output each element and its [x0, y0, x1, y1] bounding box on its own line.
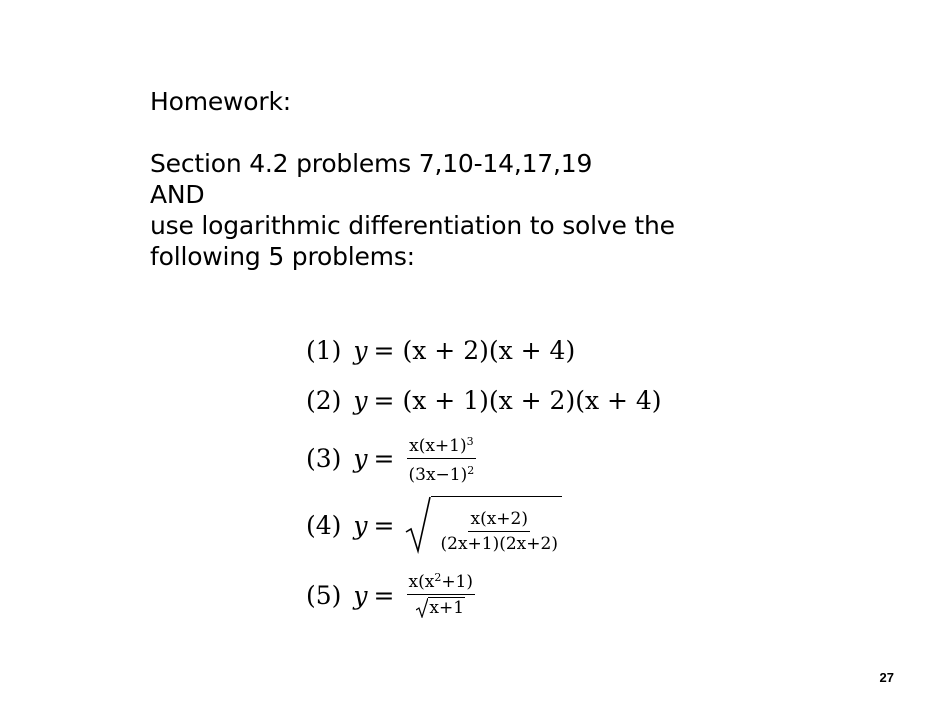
problem-1-lhs: y [353, 336, 368, 365]
instruction-line: use logarithmic differentiation to solve the [150, 211, 675, 240]
page-number: 27 [879, 670, 894, 685]
problem-4-equals: = [373, 510, 395, 540]
problem-1-rhs: (x + 2)(x + 4) [402, 336, 576, 365]
problem-5-radical [416, 597, 465, 618]
problem-3-numer-base: x(x+1) [409, 436, 467, 456]
problem-4-denominator: (2x+1)(2x+2) [440, 534, 558, 554]
problem-5-numer-exponent: 2 [434, 571, 442, 584]
problem-4-numerator: x(x+2) [468, 509, 530, 532]
problem-3-denom-base: (3x−1) [408, 465, 468, 485]
square-root-icon [416, 598, 428, 618]
problem-4-lhs: y [353, 510, 368, 540]
problem-2-rhs: (x + 1)(x + 2)(x + 4) [402, 386, 662, 415]
problem-5 [306, 568, 475, 623]
problem-3-numer-exponent: 3 [466, 435, 474, 448]
problem-5-numerator [407, 568, 476, 595]
problem-5-lhs: y [353, 581, 368, 610]
problem-1 [306, 336, 575, 365]
problem-4-radicand [431, 496, 562, 554]
problem-1-number: (1) [306, 336, 342, 365]
problem-5-denominator [414, 595, 467, 623]
section-line: Section 4.2 problems 7,10-14,17,19 [150, 149, 593, 178]
problem-3-numerator [407, 432, 476, 459]
problem-4-radical [405, 496, 562, 554]
problem-4-fraction [439, 509, 560, 554]
problem-2 [306, 386, 662, 415]
problem-4 [306, 496, 562, 554]
problem-1-equals: = [373, 336, 395, 365]
problem-3-denom-exponent: 2 [467, 464, 475, 477]
problem-3 [306, 432, 476, 485]
problem-5-number: (5) [306, 581, 342, 610]
problem-3-equals: = [373, 444, 395, 473]
problem-3-number: (3) [306, 444, 342, 473]
problem-5-numer-pre: x(x [408, 572, 435, 592]
problem-3-fraction [407, 432, 477, 485]
square-root-icon [405, 496, 431, 554]
problem-4-number: (4) [306, 510, 342, 540]
problem-2-equals: = [373, 386, 395, 415]
blank-line [150, 117, 675, 148]
problem-3-denominator [407, 459, 477, 485]
problem-2-lhs: y [353, 386, 368, 415]
problem-3-lhs: y [353, 444, 368, 473]
and-line: AND [150, 180, 205, 209]
homework-text [150, 86, 675, 272]
problem-5-numer-post: +1) [441, 572, 474, 592]
homework-heading: Homework: [150, 87, 291, 116]
problem-2-number: (2) [306, 386, 342, 415]
problem-5-radicand: x+1 [429, 598, 465, 618]
problem-5-fraction [407, 568, 476, 623]
instruction-line-2: following 5 problems: [150, 242, 415, 271]
problem-5-equals: = [373, 581, 395, 610]
